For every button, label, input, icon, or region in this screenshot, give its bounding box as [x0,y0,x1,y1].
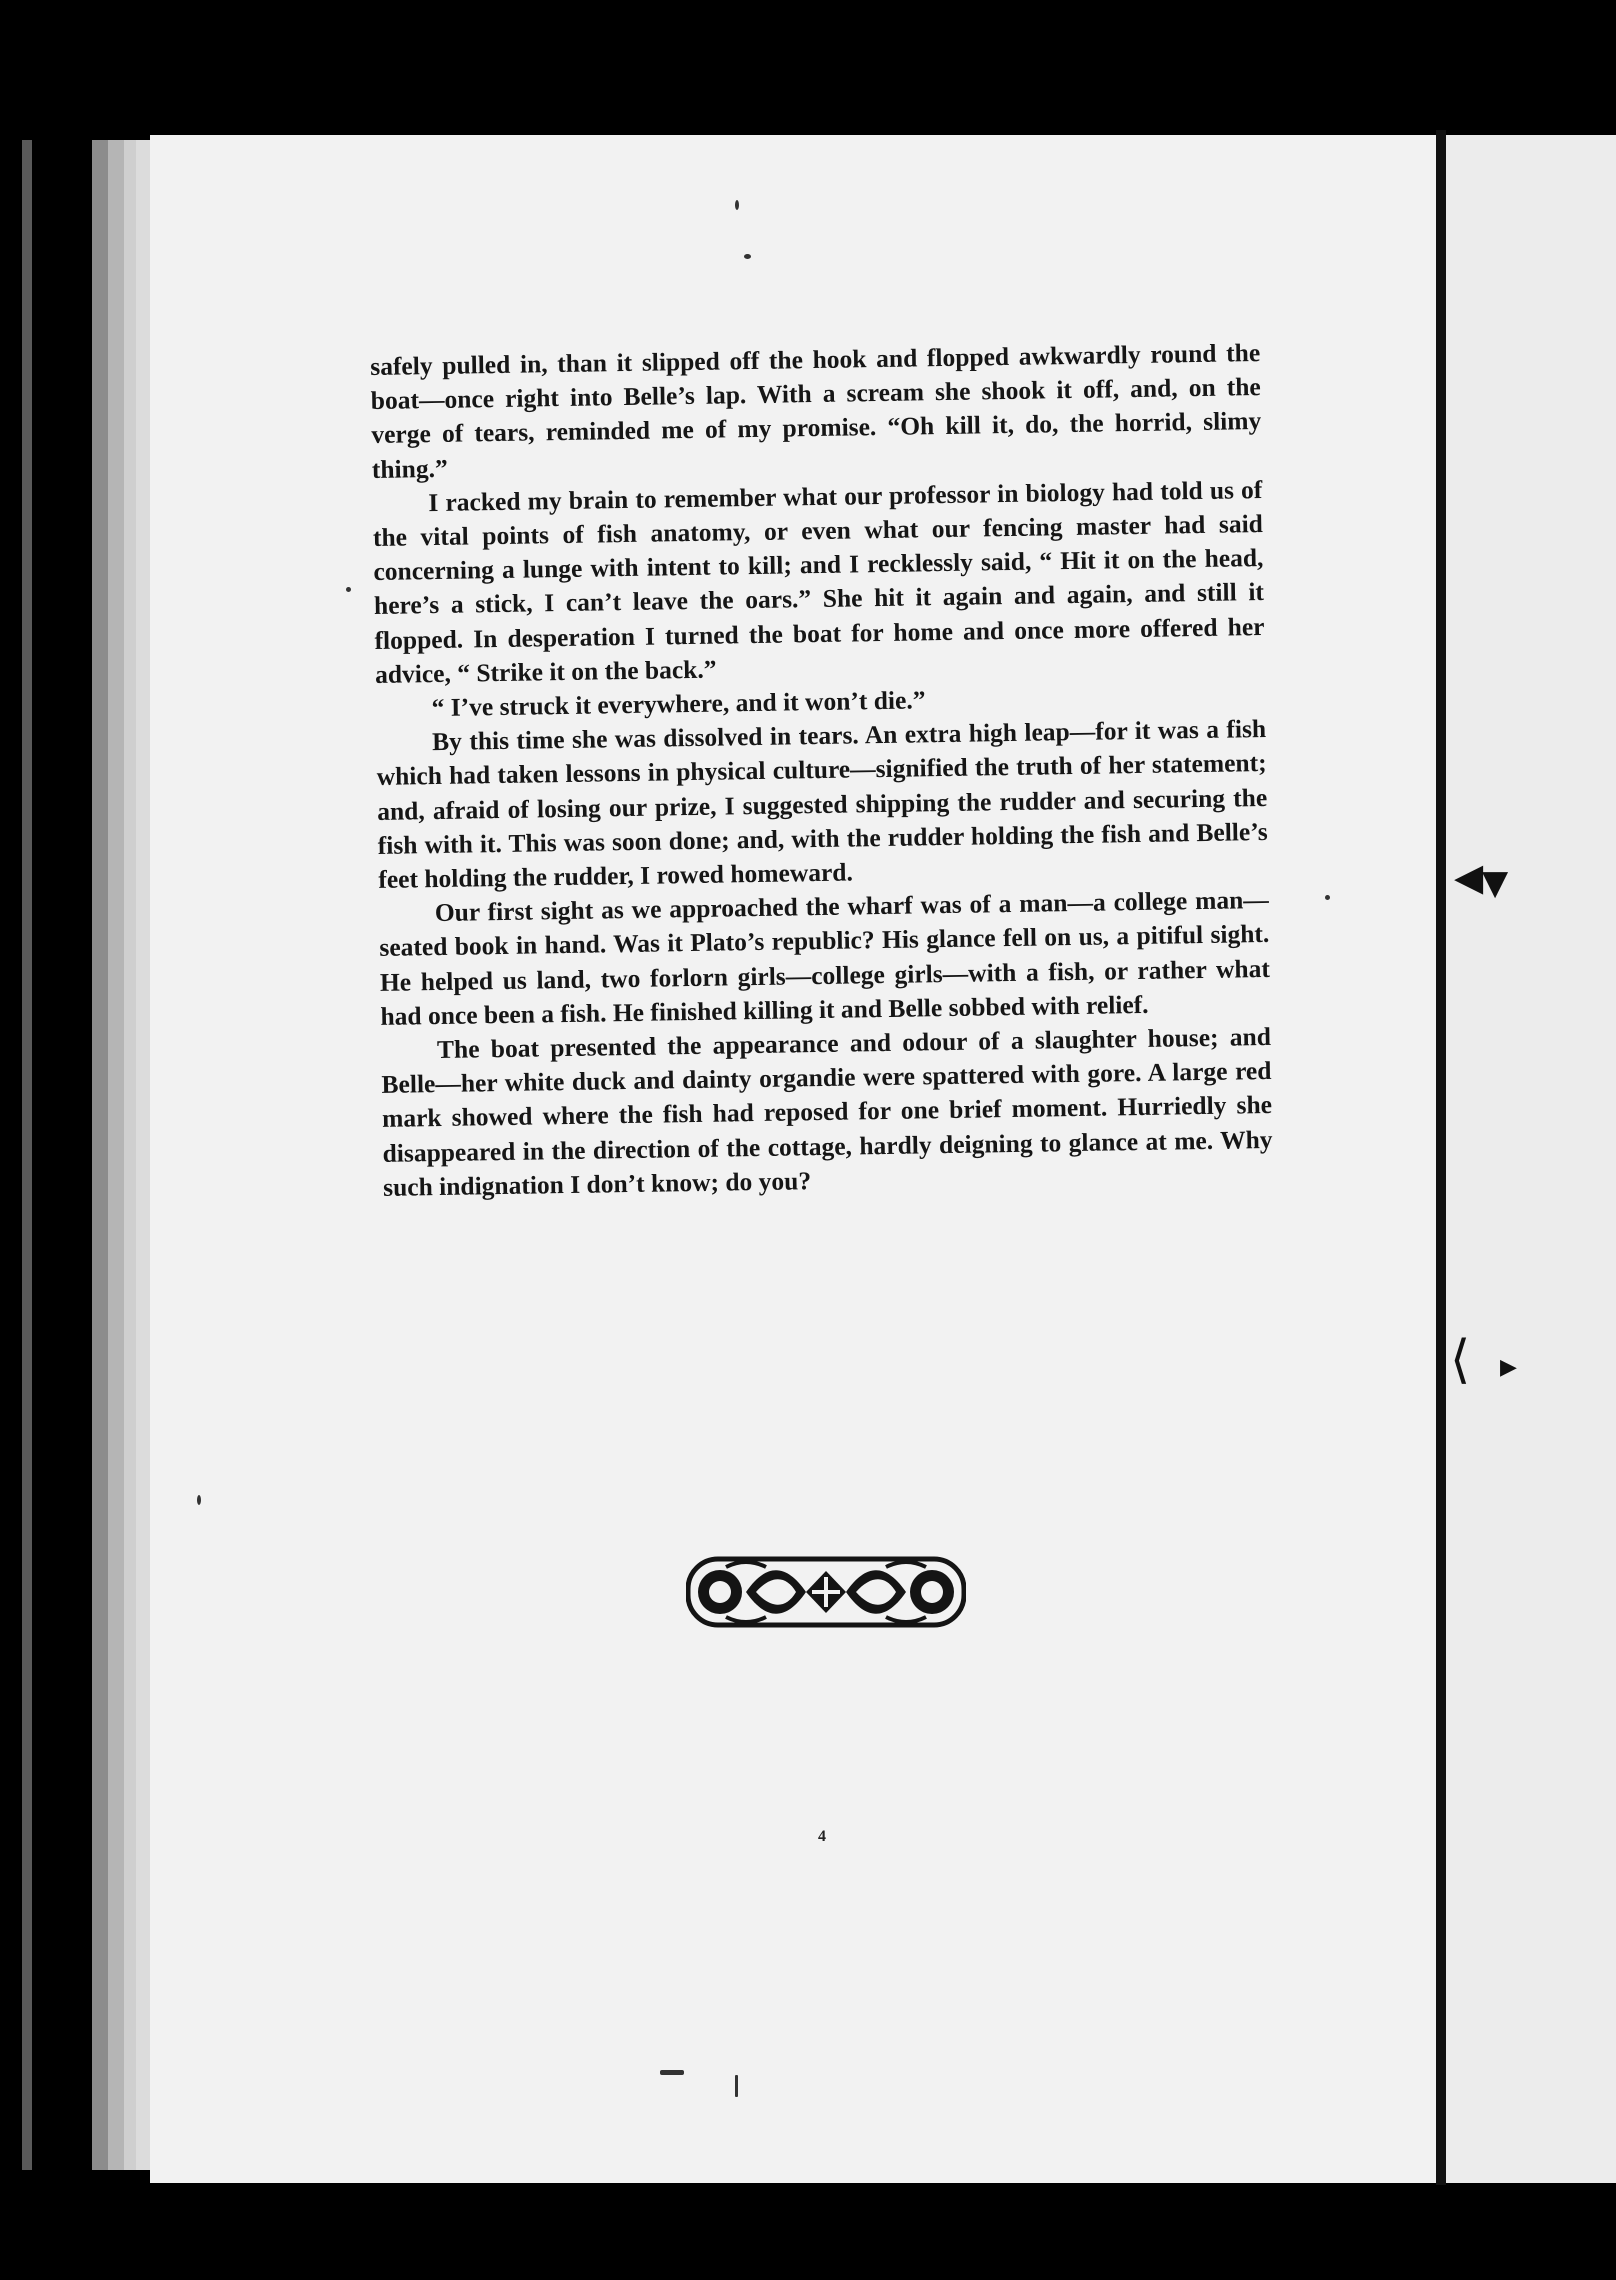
body-text [370,336,1273,1205]
page-edge-strip [124,140,136,2170]
paragraph: The boat presented the appearance and odour of a slaughter house; and Belle—her white duck and dainty organdie were spattered with gore. A large red mark showed where the fish had reposed for one brief moment. Hurriedly she disappeared in the direction of the cottage, hardly deigning to glance at me. Why such indignation I don’t know; do you? [381,1021,1273,1202]
paragraph: safely pulled in, than it slipped off the hook and flopped awkwardly round the boat—once right into Belle’s lap. With a scream she shook it off, and, on the verge of tears, reminded me of my promise. “Oh kill it, do, the horrid, slimy thing.” [370,338,1262,484]
book-edge-strip [22,140,32,2170]
page-edge-strip [92,140,108,2170]
ornamental-tailpiece-icon [686,1553,966,1631]
page-gutter [1436,130,1446,2185]
paragraph: Our first sight as we approached the wharf was of a man—a college man—seated book in hand. Was it Plato’s republic? His glance fell on us, a pitiful sight. He helped us land, two forlorn girls—college girls—with a fish, or rather what had once been a fish. He finished killing it and Belle sobbed with relief. [379,885,1271,1031]
paragraph: By this time she was dissolved in tears. An extra high leap—for it was a fish which had taken lessons in physical culture—signified the truth of her statement; and, afraid of losing our prize, I suggested shipping the rudder and securing the fish with it. This was soon done; and, with the rudder holding the fish and Belle’s feet holding the rudder, I rowed homeward. [376,714,1268,894]
page-edge-strip [108,140,124,2170]
page-edge-strip [136,140,150,2170]
scan-speck [346,587,351,592]
scan-speck [1325,895,1330,900]
paragraph: I racked my brain to remember what our professor in biology had told us of the vital points of fish anatomy, or even what our fencing master had said concerning a lunge with intent to kill; and I recklessly said, “ Hit it on the head, here’s a stick, I can’t leave the oars.” She hit it again and again, and still it flopped. In desperation I turned the boat for home and once more offered her advice, “ Strike it on the back.” [372,474,1265,689]
scan-speck [197,1495,201,1505]
bleed-mark: ▼ [1482,863,1509,903]
scan-speck [735,200,739,210]
bleed-mark: ◀ [1454,855,1484,899]
bleed-mark: ▶ [1500,1355,1517,1380]
bleed-mark: ⟨ [1450,1330,1471,1390]
facing-page-edge [1446,135,1616,2183]
page-number: 4 [818,1828,826,1845]
scan-speck [735,2075,738,2097]
paragraph: “ I’ve struck it everywhere, and it won’t die.” [431,685,926,723]
scan-speck [744,254,751,259]
scan-speck [660,2070,684,2075]
